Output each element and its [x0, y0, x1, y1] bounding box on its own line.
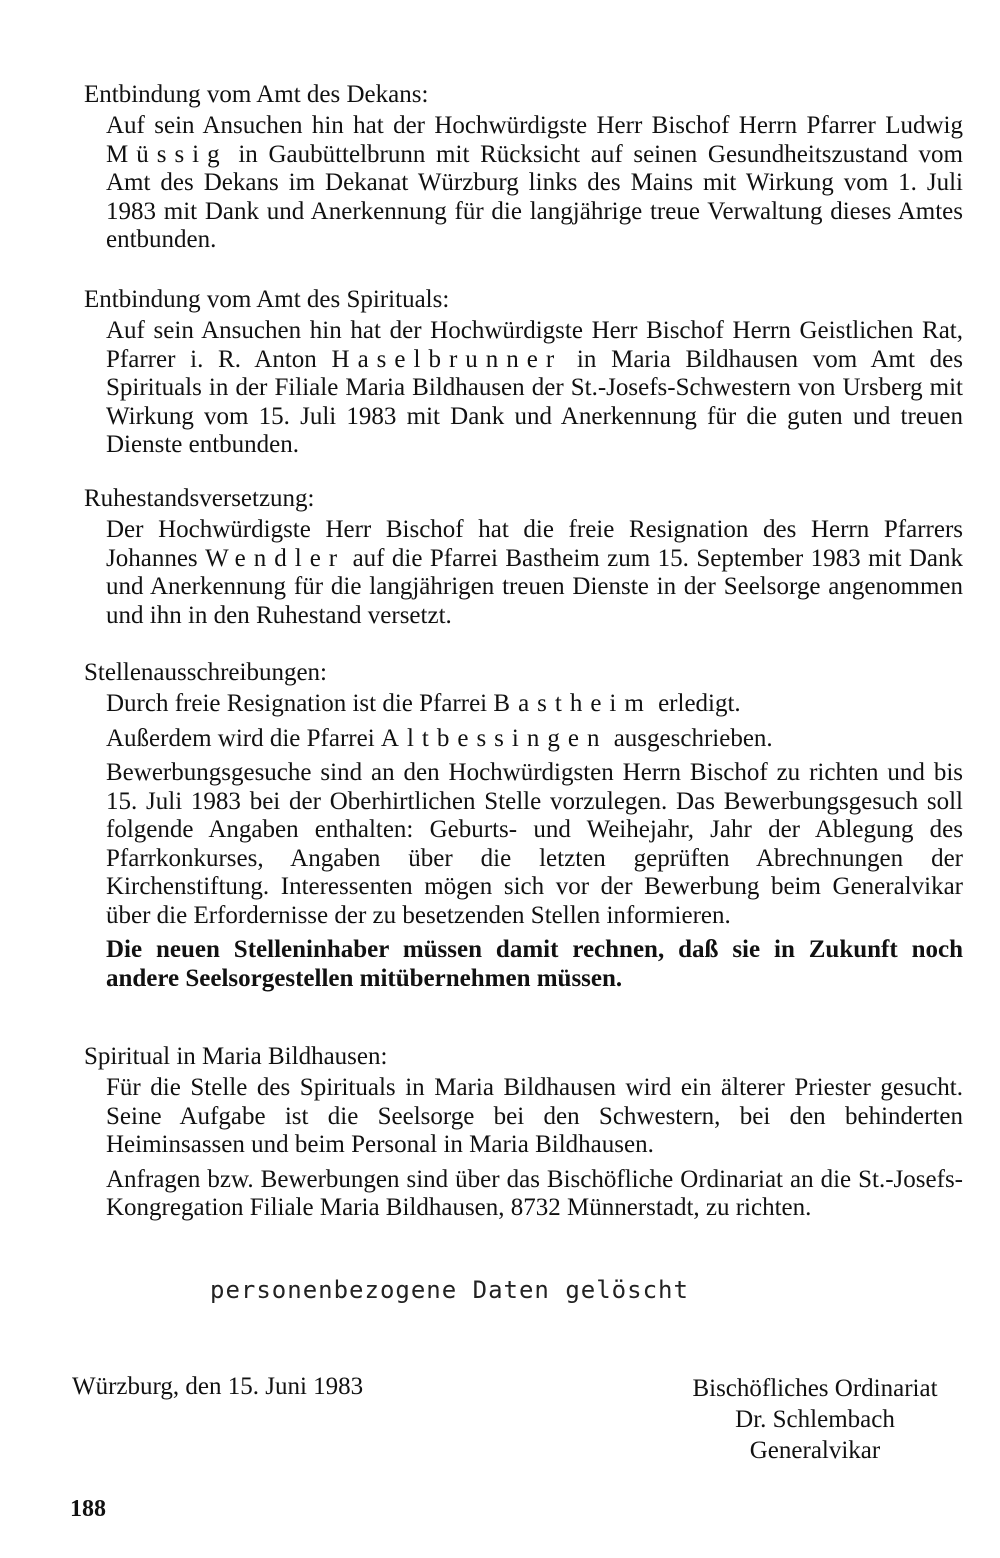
paragraph-text: erledigt. — [651, 690, 741, 717]
section-paragraph — [106, 516, 963, 630]
paragraph-text: Auf sein Ansuchen hin hat der Hochwürdigste Herr Bischof Herrn Geistlichen Rat, Pfarrer i. R. Anton — [106, 317, 963, 373]
section-heading: Ruhestandsversetzung: — [84, 485, 315, 512]
parish-name: Altbessingen — [380, 724, 608, 752]
section-line — [106, 725, 963, 754]
signature-line: Bischöfliches Ordinariat — [692, 1375, 938, 1402]
section-ruhestand — [78, 484, 963, 636]
paragraph-text: ausgeschrieben. — [607, 724, 773, 752]
person-name: Müssig — [106, 140, 228, 168]
place-date: Würzburg, den 15. Juni 1983 — [72, 1373, 364, 1400]
paragraph-text: Durch freie Resignation ist die Pfarrei — [106, 690, 494, 717]
section-paragraph: Bewerbungsgesuche sind an den Hochwürdigsten Herrn Bischof zu richten und bis 15. Juli 1983 bei der Oberhirtlichen Stelle vorzulegen. Das Bewerbungsgesuch soll folgende Angaben enthalten: Geburts- und Weihejahr, Jahr der Ablegung des Pfarrkonkurses, Angaben über die letzten geprüften Abrechnungen der Kirchenstiftung. Interessenten mögen sich vor der Bewerbung beim Generalvikar über die Erfordernisse der zu besetzenden Stellen informieren. — [106, 759, 963, 929]
signature-block — [660, 1373, 970, 1466]
paragraph-text: in Maria Bildhausen vom Amt des Spirituals in der Filiale Maria Bildhausen der St.-Josefs-Schwestern von Ursberg mit Wirkung vom 15. Juli 1983 mit Dank und Anerkennung für die guten und treuen Dienste entbunden. — [106, 345, 963, 458]
page-number: 188 — [70, 1496, 106, 1522]
section-paragraph — [106, 112, 963, 255]
section-stellenausschreibungen — [78, 658, 963, 999]
section-heading: Entbindung vom Amt des Dekans: — [84, 81, 429, 108]
paragraph-text: auf die Pfarrei Bastheim zum 15. September 1983 mit Dank und Anerkennung für die langjährigen treuen Dienste in der Seelsorge angenommen und ihn in den Ruhestand versetzt. — [106, 544, 963, 629]
signature-line: Dr. Schlembach — [735, 1406, 895, 1433]
section-spiritual-vacancy — [78, 1042, 963, 1229]
section-line — [106, 690, 963, 719]
bold-notice: Die neuen Stelleninhaber müssen damit rechnen, daß sie in Zukunft noch andere Seelsorgestellen mitübernehmen müssen. — [106, 936, 963, 992]
signature-line: Generalvikar — [749, 1437, 881, 1464]
section-heading: Stellenausschreibungen: — [84, 659, 327, 686]
person-name: Haselbrunner — [331, 345, 563, 373]
section-heading: Spiritual in Maria Bildhausen: — [84, 1043, 388, 1070]
section-spiritual-release — [78, 285, 963, 466]
paragraph-text: in Gaubüttelbrunn mit Rücksicht auf seinen Gesundheitszustand vom Amt des Dekans im Dekanat Würzburg links des Mains mit Wirkung vom 1. Juli 1983 mit Dank und Anerkennung für die langjährige treue Verwaltung dieses Amtes entbunden. — [106, 140, 963, 253]
redaction-note: personenbezogene Daten gelöscht — [210, 1276, 689, 1304]
section-paragraph — [106, 317, 963, 460]
section-heading: Entbindung vom Amt des Spirituals: — [84, 286, 450, 313]
paragraph-text: Der Hochwürdigste Herr Bischof hat die freie Resignation des Herrn Pfarrers Johannes — [106, 516, 963, 572]
paragraph-text: Außerdem wird die Pfarrei — [106, 724, 381, 752]
parish-name: Bastheim — [493, 690, 652, 717]
section-dekan — [78, 80, 963, 261]
person-name: Wendler — [205, 544, 346, 572]
paragraph-text: Auf sein Ansuchen hin hat der Hochwürdigste Herr Bischof Herrn Pfarrer Ludwig — [106, 112, 963, 139]
section-paragraph: Für die Stelle des Spirituals in Maria Bildhausen wird ein älterer Priester gesucht. Seine Aufgabe ist die Seelsorge bei den Schwestern, bei den behinderten Heiminsassen und beim Personal in Maria Bildhausen. — [106, 1074, 963, 1158]
section-paragraph: Anfragen bzw. Bewerbungen sind über das Bischöfliche Ordinariat an die St.-Josefs-Kongregation Filiale Maria Bildhausen, 8732 Münnerstadt, zu richten. — [106, 1165, 963, 1221]
